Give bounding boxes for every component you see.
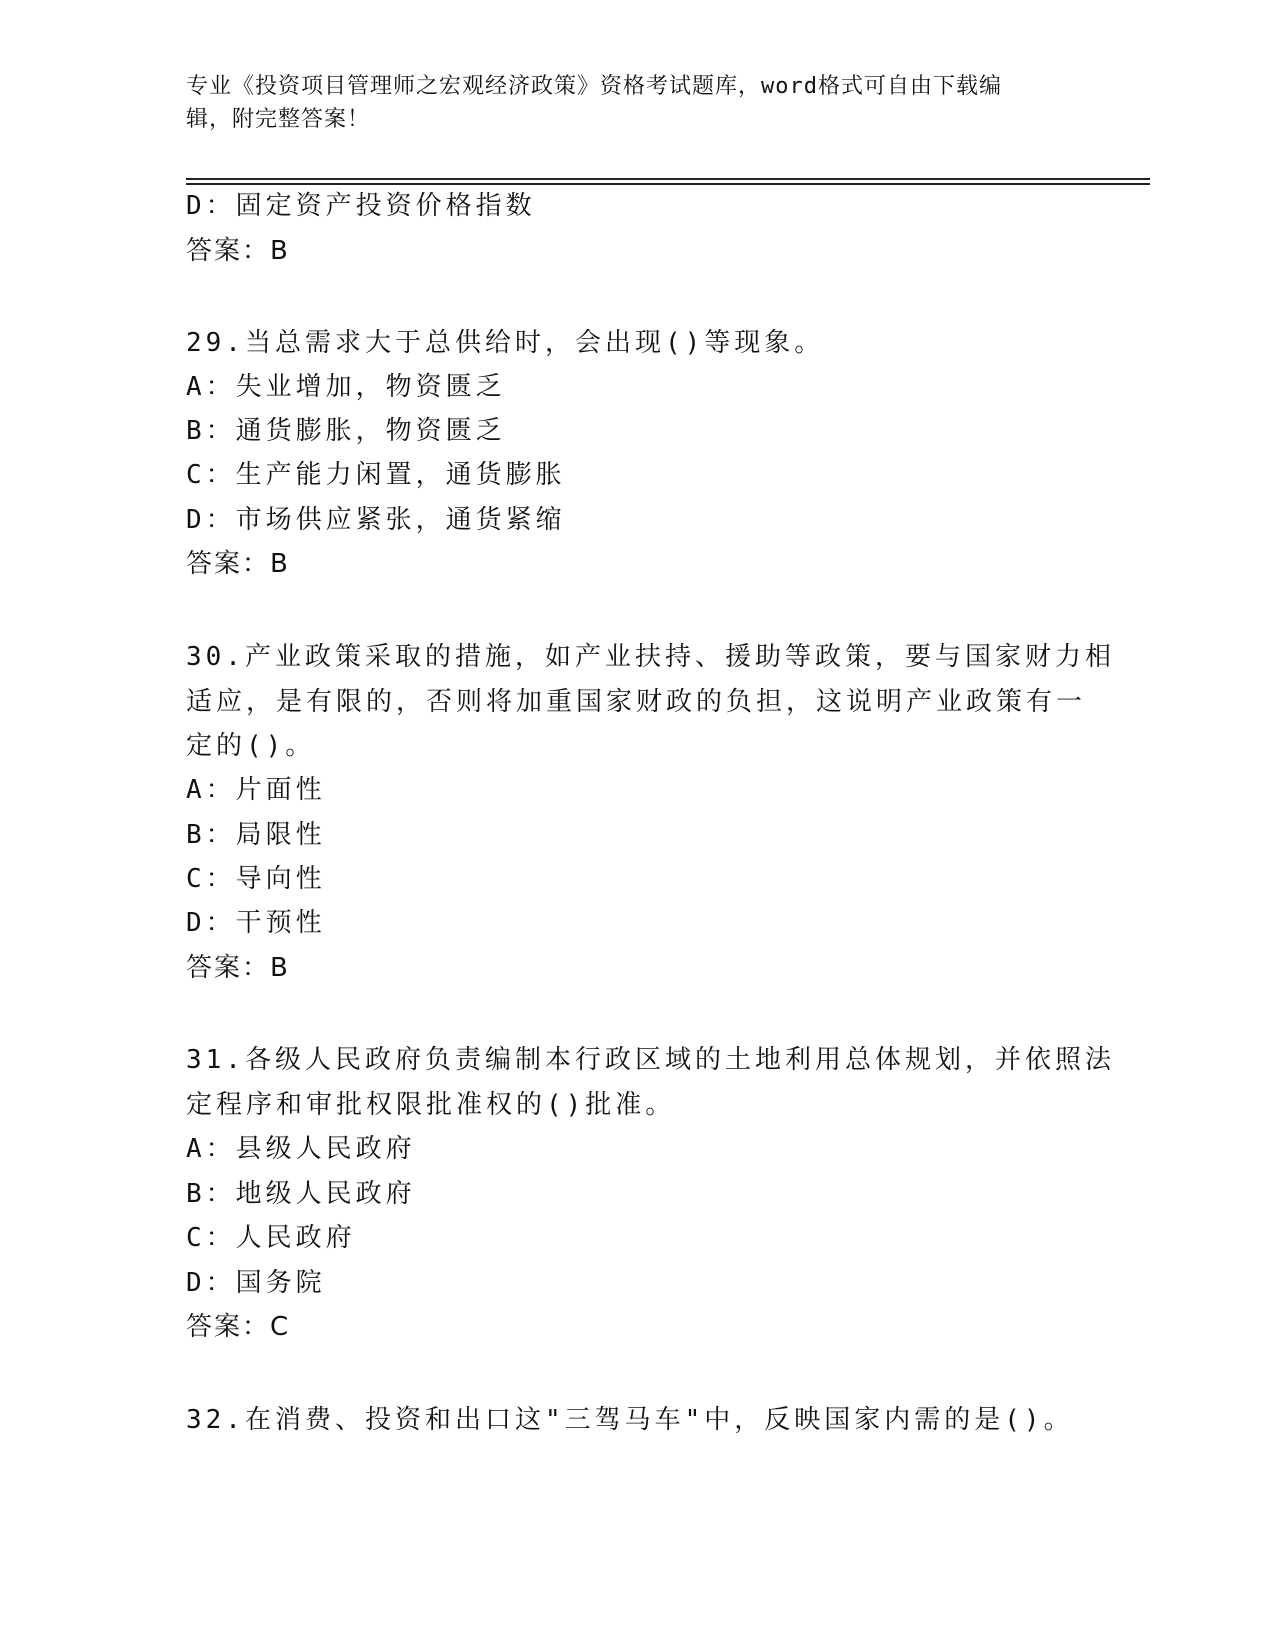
q30-option-a: A：片面性 <box>186 775 326 805</box>
q31-stem-line-2: 定程序和审批权限批准权的()批准。 <box>186 1090 676 1120</box>
header-rule-bottom <box>186 183 1150 185</box>
q29-stem: 29.当总需求大于总供给时，会出现()等现象。 <box>186 328 825 358</box>
header-rule-top <box>186 178 1150 180</box>
prev-option-d: D：固定资产投资价格指数 <box>186 191 536 221</box>
header-line-2: 辑，附完整答案！ <box>186 107 371 132</box>
q29-option-a: A：失业增加，物资匮乏 <box>186 372 506 402</box>
q31-answer: 答案：C <box>186 1312 291 1342</box>
document-header <box>186 70 1066 136</box>
q30-option-c: C：导向性 <box>186 864 326 894</box>
prev-answer: 答案：B <box>186 236 290 266</box>
q31-option-c: C：人民政府 <box>186 1223 356 1253</box>
q29-option-c: C：生产能力闲置，通货膨胀 <box>186 460 566 490</box>
q31-option-d: D：国务院 <box>186 1268 326 1298</box>
q30-answer: 答案：B <box>186 953 290 983</box>
q29-option-d: D：市场供应紧张，通货紧缩 <box>186 505 566 535</box>
q30-stem-line-3: 定的()。 <box>186 731 316 761</box>
q30-option-d: D：干预性 <box>186 908 326 938</box>
q32-stem: 32.在消费、投资和出口这"三驾马车"中，反映国家内需的是()。 <box>186 1405 1074 1435</box>
q30-stem-line-2: 适应，是有限的，否则将加重国家财政的负担，这说明产业政策有一 <box>186 687 1087 717</box>
q30-option-b: B：局限性 <box>186 820 326 850</box>
q29-answer: 答案：B <box>186 549 290 579</box>
q31-option-b: B：地级人民政府 <box>186 1179 416 1209</box>
header-line-1: 专业《投资项目管理师之宏观经济政策》资格考试题库，word格式可自由下载编 <box>186 74 1002 99</box>
q31-option-a: A：县级人民政府 <box>186 1134 416 1164</box>
q31-stem-line-1: 31.各级人民政府负责编制本行政区域的土地利用总体规划，并依照法 <box>186 1045 1115 1075</box>
q29-option-b: B：通货膨胀，物资匮乏 <box>186 416 506 446</box>
q30-stem-line-1: 30.产业政策采取的措施，如产业扶持、援助等政策，要与国家财力相 <box>186 642 1115 672</box>
